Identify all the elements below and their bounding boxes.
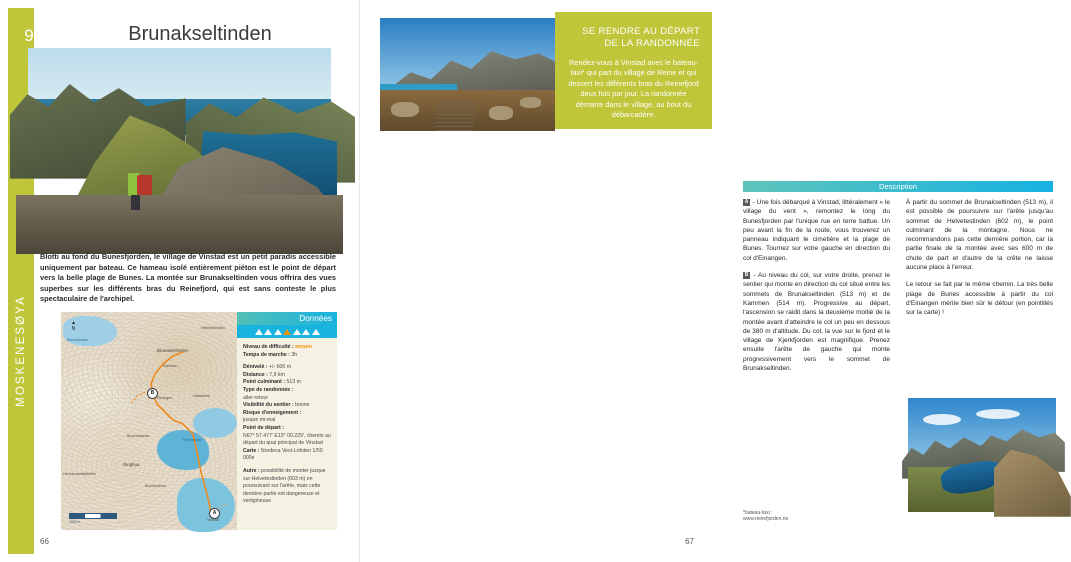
donnees-value: jusque mi-mai <box>243 417 276 424</box>
paragraph-b-text: - Au niveau du col, sur votre droite, prenez le sentier qui monte en direction du col situé entre les sommets de Brunakseltinden (513 m) et de Kammen (514 m). Progressive au départ, l'ascension se raidit dans la deuxième moitié de la montée avant d'atteindre le col un peu en dessous de 380 m d'altitude. Du col, la vue sur le fjord et le village de Kjerkfjorden est magnifique. Prenez ensuite l'arête de gauche qui monte progressivement vers le sommet de Brunakseltinden. <box>743 272 890 373</box>
map-label-kjerkfjorden: Kjerkfjorden <box>183 438 203 442</box>
donnees-label: Point culminant : <box>243 379 286 386</box>
access-photo <box>380 18 555 131</box>
donnees-row-distance <box>243 372 332 380</box>
donnees-row-duration <box>243 352 332 360</box>
description-paragraph-return: Le retour se fait par le même chemin. La très belle plage de Bunes accessible à partir du col d'Einangen mérite bien sûr le détour (en pointillés sur la carte) ! <box>906 281 1053 317</box>
hero-photo <box>28 48 331 246</box>
route-map[interactable] <box>61 312 237 530</box>
donnees-title: Données <box>237 312 337 325</box>
donnees-value: bonne <box>295 402 310 409</box>
donnees-label: Distance : <box>243 371 268 378</box>
north-arrow-icon: ▲ N <box>71 320 76 332</box>
access-heading <box>567 26 700 50</box>
map-scale-bar <box>69 513 115 522</box>
mountain-icon <box>302 329 310 335</box>
map-label-brunakseltinden: Brunakseltinden <box>157 348 189 353</box>
donnees-label: Carte : <box>243 447 260 454</box>
access-heading-line2: DE LA RANDONNÉE <box>604 38 700 49</box>
description-paragraph-b <box>743 271 890 373</box>
donnees-label: Type de randonnée : <box>243 386 294 393</box>
photo-boardwalk <box>434 102 476 131</box>
donnees-row-type <box>243 387 332 402</box>
map-trail-path <box>61 312 237 530</box>
map-label-bunesstranda: Bunesstranda <box>127 434 150 438</box>
page-number-left: 66 <box>40 537 49 546</box>
donnees-row-difficulty <box>243 344 332 352</box>
mountain-icon <box>255 329 263 335</box>
right-page <box>360 0 1053 562</box>
map-scale-label: 1000 m <box>69 520 81 524</box>
page-number-right: 67 <box>685 537 694 546</box>
donnees-label: Temps de marche : <box>243 351 290 358</box>
description-paragraph-summit: À partir du sommet de Brunakseltinden (513 m), il est possible de poursuivre sur l'arête jusqu'au sommet de Helvetestinden (602 m), le point culminant de la montagne. Nous ne recommandons pas cette dernière portion, car la partie finale de la montée avec ses 600 m de chute de part et d'autre de la crête ne laisse aucune place à l'erreur. <box>906 199 1053 272</box>
waypoint-badge-b: B <box>744 271 749 278</box>
map-label-buneshamna: Buneshamna <box>145 484 167 488</box>
donnees-value: +/- 600 m <box>268 364 292 371</box>
donnees-row-snow <box>243 410 332 425</box>
photo-rock <box>489 106 514 120</box>
access-text: Rendez-vous à Vinstad avec le bateau-taxi* qui part du village de Reine et qui dessert les différents bras du Reinefjord deux fois par jour. La randonnée démarre dans le village, au bout du débarcadère. <box>568 58 699 120</box>
description-paragraph-a <box>743 198 890 263</box>
access-info-box <box>555 12 712 129</box>
summit-photo-cloud <box>923 414 961 425</box>
mountain-icon <box>264 329 272 335</box>
photo-rock <box>391 102 419 118</box>
access-heading-line1: SE RENDRE AU DÉPART <box>582 26 700 37</box>
description-header: Description <box>743 181 1053 192</box>
mountain-icon <box>312 329 320 335</box>
description-column-left <box>743 198 890 381</box>
map-label-kammen: Kammen <box>163 364 178 368</box>
hiker-backpack <box>137 175 152 195</box>
donnees-row-other <box>243 468 332 506</box>
map-label-ringhua: Ringhua <box>123 462 140 467</box>
donnees-row-map <box>243 448 332 463</box>
donnees-label: Autre : <box>243 467 260 474</box>
mountain-icon <box>274 329 282 335</box>
waypoint-badge-a: A <box>744 198 749 205</box>
donnees-panel <box>237 312 337 530</box>
donnees-row-highpoint <box>243 379 332 387</box>
map-waypoint-a[interactable]: A <box>209 508 220 519</box>
donnees-label: Niveau de difficulté : <box>243 344 294 350</box>
donnees-row-visibility <box>243 402 332 410</box>
donnees-value: Nordeca Vest-Lofoten 1/50 000e <box>243 447 323 462</box>
map-label-bunesfjorden: Bunesfjorden <box>67 338 89 342</box>
donnees-label: Visibilité du sentier : <box>243 402 294 409</box>
donnees-row-elevation <box>243 364 332 372</box>
chapter-number: 9 <box>24 26 34 45</box>
map-label-vinstad: Vinstad <box>207 518 219 522</box>
donnees-row-start <box>243 425 332 448</box>
map-waypoint-b[interactable]: B <box>147 388 158 399</box>
intro-paragraph: Blotti au fond du Bunesfjorden, le village de Vinstad est un petit paradis accessible uniquement par bateau. Ce hameau isolé entièrement piéton est le point de départ vers la belle plage de Bunes. La montée sur Brunakseltinden vous offrira des vues superbes sur les différents bras du Reinefjord, qui est sans conteste le plus spectaculaire de l'archipel. <box>40 252 336 304</box>
left-page <box>0 0 360 562</box>
hero-foreground <box>16 195 343 254</box>
donnees-value: 513 m <box>286 379 301 386</box>
map-label-dalstinden: Dalstinden <box>193 394 210 398</box>
donnees-value: possibilité de monter jusque sur Helvetestinden (603 m) en poursuivant sur l'arête, mais cette dernière partie est dangereuse et vertigineuse <box>243 467 326 505</box>
mountain-icon-filled <box>283 329 291 335</box>
map-label-helvetestinden: Helvetestinden <box>201 326 225 330</box>
mountain-icon <box>293 329 301 335</box>
page-title: Brunakseltinden <box>128 23 272 45</box>
donnees-value: moyen <box>295 344 312 350</box>
map-label-einangen: Einangen <box>157 396 173 400</box>
donnees-value: N67° 57.477' E13° 00.229', chemin au départ du quai principal de Vinstad <box>243 432 331 447</box>
footnote: *bateau-taxi : www.reinefjorden.no <box>743 510 789 522</box>
donnees-value: 3h <box>291 351 298 358</box>
region-label: MOSKENESØYA <box>15 295 27 407</box>
donnees-value: 7,9 km <box>269 371 285 378</box>
hiker-legs <box>131 195 140 211</box>
summit-photo <box>908 398 1056 510</box>
difficulty-rating-icons <box>237 325 337 338</box>
donnees-rows <box>237 338 337 506</box>
donnees-label: Risque d'enneigement : <box>243 409 302 416</box>
description-column-right <box>906 198 1053 326</box>
map-label-hermannsdalstinden: Hermannsdalstinden <box>63 472 96 476</box>
donnees-label: Point de départ : <box>243 424 284 431</box>
photo-rock <box>520 97 541 108</box>
donnees-value: aller-retour <box>243 394 269 401</box>
paragraph-a-text: - Une fois débarqué à Vinstad, littéralement « le village du vent », remontez le long du Bunesfjorden par l'unique rue en terre battue. Un peu avant la fin de la route, vous trouverez un panneau indiquant le cimetière et la plage de Bunes. Tournez sur votre gauche en direction du col d'Einangen. <box>743 199 890 262</box>
donnees-label: Dénivelé : <box>243 364 268 371</box>
